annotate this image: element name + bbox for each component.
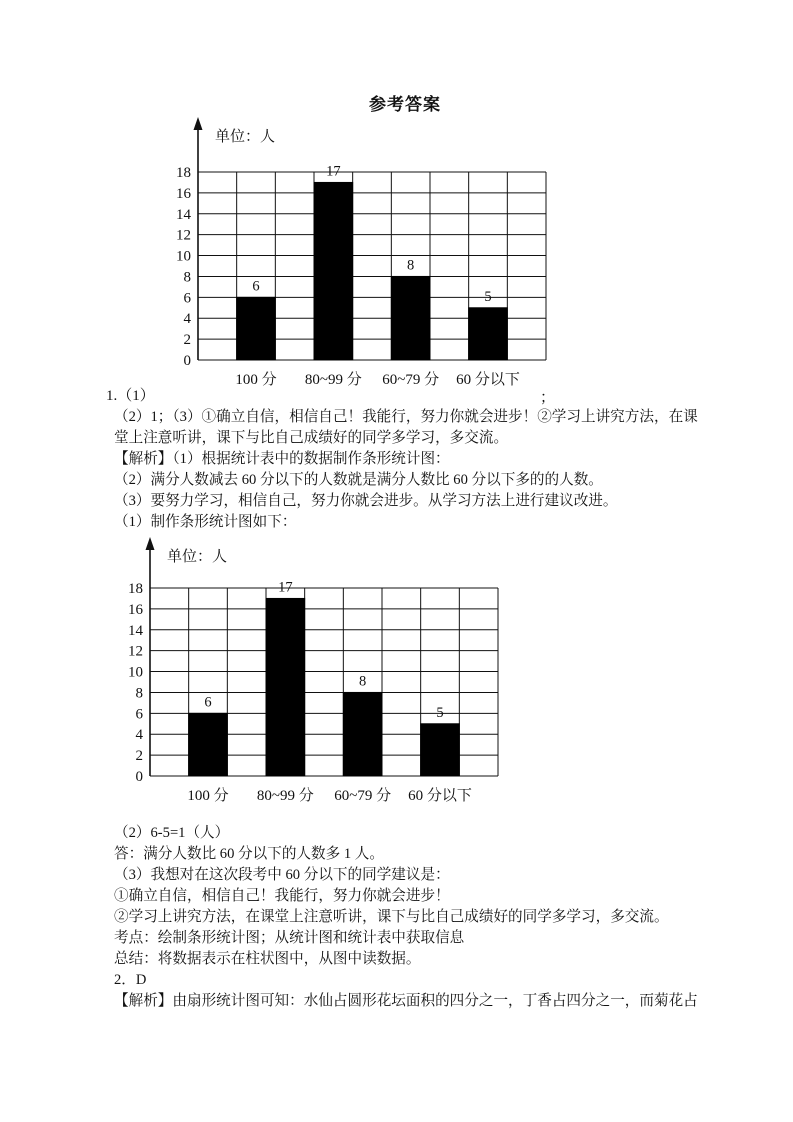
text-line: 答：满分人数比 60 分以下的人数多 1 人。 [114,846,384,862]
unit-label: 单位：人 [215,129,276,145]
y-tick-label: 8 [135,685,143,702]
y-tick-label: 4 [183,311,191,328]
x-category-label: 60 分以下 [456,372,520,388]
text-line: ①确立自信，相信自己！我能行，努力你就会进步！ [114,888,450,904]
bar-chart-answer-1 [140,115,610,400]
bar-chart-answer-2 [95,535,565,820]
bar-value-label: 5 [436,704,444,721]
bar [237,297,276,360]
axis-arrow-icon [194,117,203,130]
y-tick-label: 8 [183,269,191,286]
x-category-label: 100 分 [187,788,229,804]
bar [343,692,382,776]
y-tick-label: 4 [135,727,143,744]
text-line: （3）要努力学习，相信自己，努力你就会进步。从学习方法上进行建议改进。 [114,493,618,509]
question1-chart-terminator: ； [540,390,556,406]
y-tick-label: 12 [128,643,143,660]
bar [189,713,228,776]
bar [421,724,460,776]
bar-value-label: 6 [252,278,260,295]
y-tick-label: 10 [176,248,191,265]
y-tick-label: 0 [183,353,191,369]
text-line: （2）1；（3）①确立自信，相信自己！我能行，努力你就会进步！②学习上讲究方法，在课 [114,409,698,425]
x-category-label: 80~99 分 [256,788,314,804]
y-tick-label: 2 [183,332,191,349]
text-line: 堂上注意听讲，课下与比自己成绩好的同学多学习，多交流。 [114,430,509,446]
x-category-label: 60~79 分 [382,372,440,388]
bar-value-label: 5 [484,288,492,305]
x-category-label: 60~79 分 [334,788,392,804]
bar-value-label: 6 [204,694,212,711]
bar-value-label: 17 [278,579,293,596]
y-tick-label: 0 [135,769,143,785]
y-tick-label: 16 [176,185,191,202]
y-tick-label: 12 [176,227,191,244]
text-line: （2）满分人数减去 60 分以下的人数就是满分人数比 60 分以下多的的人数。 [114,472,603,488]
text-line: （3）我想对在这次段考中 60 分以下的同学建议是： [114,867,450,883]
bar-value-label: 17 [326,163,341,180]
page-title: 参考答案 [369,95,441,114]
x-category-label: 100 分 [235,372,277,388]
bar [266,598,305,776]
text-line: ②学习上讲究方法，在课堂上注意听讲，课下与比自己成绩好的同学多学习，多交流。 [114,909,669,925]
y-tick-label: 16 [128,601,143,618]
x-category-label: 80~99 分 [304,372,362,388]
y-tick-label: 18 [176,165,191,181]
unit-label: 单位：人 [167,549,228,565]
y-tick-label: 2 [135,748,143,765]
bar [314,182,353,360]
y-tick-label: 6 [183,290,191,307]
y-tick-label: 14 [176,206,191,223]
y-tick-label: 10 [128,664,143,681]
text-line: 考点：绘制条形统计图；从统计图和统计表中获取信息 [114,930,465,946]
bar-value-label: 8 [359,673,367,690]
y-tick-label: 6 [135,706,143,723]
x-category-label: 60 分以下 [408,788,472,804]
bar-value-label: 8 [407,257,415,274]
text-line: （1）制作条形统计图如下： [114,514,297,530]
text-line: 总结：将数据表示在柱状图中，从图中读数据。 [114,951,421,967]
axis-arrow-icon [146,537,155,550]
bar [469,308,508,360]
bar [391,276,430,360]
question1-number: 1.（1） [106,388,155,404]
text-line: 2．D [114,972,147,988]
y-tick-label: 14 [128,622,143,639]
text-line: 【解析】由扇形统计图可知：水仙占圆形花坛面积的四分之一，丁香占四分之一，而菊花占 [114,993,698,1009]
text-line: （2）6-5=1（人） [114,825,230,841]
text-line: 【解析】（1）根据统计表中的数据制作条形统计图： [114,451,450,467]
y-tick-label: 18 [128,581,143,597]
